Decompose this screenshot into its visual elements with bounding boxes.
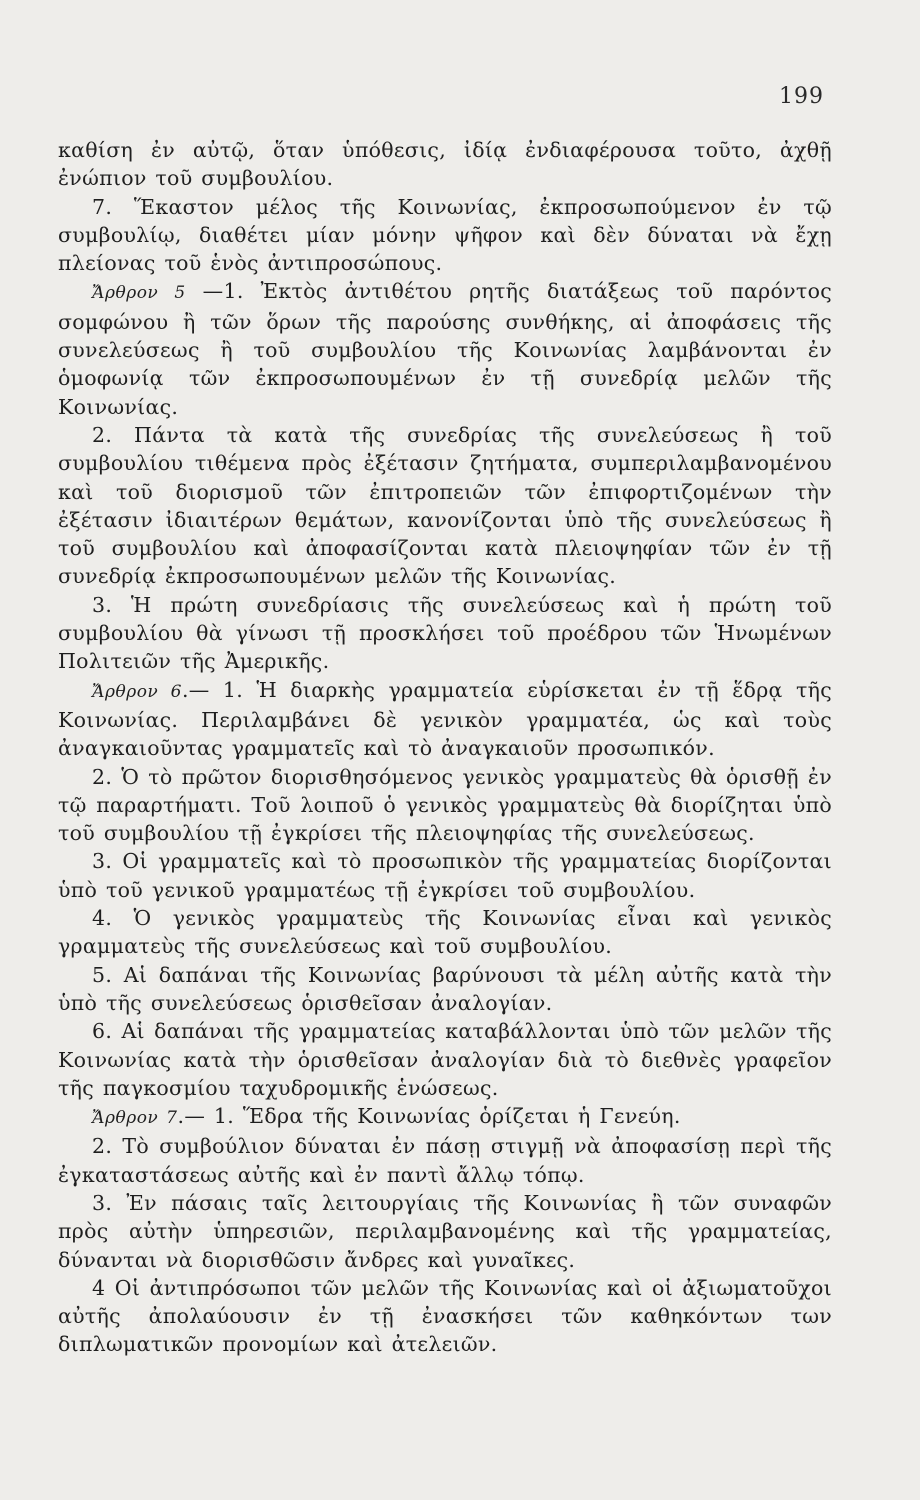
paragraph-text: .— 1. Ἡ διαρκὴς γραμματεία εὑρίσκεται ἐν τῇ ἕδρᾳ τῆς Κοινωνίας. Περιλαμβάνει δὲ γενικὸν γραμματέα, ὡς καὶ τοὺς ἀναγκαιοῦντας γραμματεῖς καὶ τὸ ἀναγκαιοῦν προσωπικόν. [58,677,832,761]
paragraph-article-7-4 [58,1274,832,1359]
paragraph-text: .— 1. Ἕδρα τῆς Κοινωνίας ὁρίζεται ἡ Γενεύη. [177,1104,681,1129]
article-label: Ἄρθρον 6 [92,681,182,702]
paragraph-article-5-3 [58,591,832,676]
paragraph-text: 5. Αἱ δαπάναι τῆς Κοινωνίας βαρύνουσι τὰ μέλη αὐτῆς κατὰ τὴν ὑπὸ τῆς συνελεύσεως ὁρισθεῖσαν ἀναλογίαν. [58,962,832,1015]
article-label: Ἄρθρον 5 [92,283,186,304]
paragraph-article-4-7 [58,193,832,278]
paragraph-text: 2. Τὸ συμβούλιον δύναται ἐν πάσῃ στιγμῇ νὰ ἀποφασίσῃ περὶ τῆς ἐγκαταστάσεως αὐτῆς καὶ ἐν παντὶ ἄλλῳ τόπῳ. [58,1134,832,1187]
page-number: 199 [779,84,824,109]
article-label: Ἄρθρον 7 [92,1108,178,1129]
paragraph-text: 6. Αἱ δαπάναι τῆς γραμματείας καταβάλλονται ὑπὸ τῶν μελῶν τῆς Κοινωνίας κατὰ τὴν ὁρισθεῖσαν ἀναλογίαν διὰ τὸ διεθνὲς γραφεῖον τῆς παγκοσμίου ταχυδρομικῆς ἑνώσεως. [58,1019,832,1100]
paragraph-article-6-6 [58,1017,832,1102]
body-text [58,136,832,1359]
paragraph-text: —1. Ἐκτὸς ἀντιθέτου ρητῆς διατάξεως τοῦ παρόντος σομφώνου ἢ τῶν ὅρων τῆς παρούσης συνθήκης, αἱ ἀποφάσεις τῆς συνελεύσεως ἢ τοῦ συμβουλίου τῆς Κοινωνίας λαμβάνονται ἐν ὁμοφωνίᾳ τῶν ἐκπροσωπουμένων ἐν τῇ συνεδρίᾳ μελῶν τῆς Κοινωνίας. [58,279,832,419]
paragraph-text: 2. Πάντα τὰ κατὰ τῆς συνεδρίας τῆς συνελεύσεως ἢ τοῦ συμβουλίου τιθέμενα πρὸς ἐξέτασιν ζητήματα, συμπεριλαμβανομένου καὶ τοῦ διορισμοῦ τῶν ἐπιτροπειῶν τῶν ἐπιφορτιζομένων τὴν ἐξέτασιν ἰδιαιτέρων θεμάτων, κανονίζονται ὑπὸ τῆς συνελεύσεως ἢ τοῦ συμβουλίου καὶ ἀποφασίζονται κατὰ πλειοψηφίαν τῶν ἐν τῇ συνεδρίᾳ ἐκπροσωπουμένων μελῶν τῆς Κοινωνίας. [58,422,832,589]
paragraph-text: 4. Ὁ γενικὸς γραμματεὺς τῆς Κοινωνίας εἶναι καὶ γενικὸς γραμματεὺς τῆς συνελεύσεως καὶ τοῦ συμβουλίου. [58,906,832,959]
paragraph-article-7-3 [58,1189,832,1274]
paragraph-text: καθίση ἐν αὐτῷ, ὅταν ὑπόθεσις, ἰδίᾳ ἐνδιαφέρουσα τοῦτο, ἀχθῇ ἐνώπιον τοῦ συμβουλίου. [58,138,832,191]
paragraph-text: 2. Ὁ τὸ πρῶτον διορισθησόμενος γενικὸς γραμματεὺς θὰ ὁρισθῇ ἐν τῷ παραρτήματι. Τοῦ λοιποῦ ὁ γενικὸς γραμματεὺς θὰ διορίζηται ὑπὸ τοῦ συμβουλίου τῇ ἐγκρίσει τῆς πλειοψηφίας τῆς συνελεύσεως. [58,764,832,846]
paragraph-text: 3. Οἱ γραμματεῖς καὶ τὸ προσωπικὸν τῆς γραμματείας διορίζονται ὑπὸ τοῦ γενικοῦ γραμματέως τῇ ἐγκρίσει τοῦ συμβουλίου. [58,849,832,902]
paragraph-article-5-2 [58,421,832,591]
paragraph-text: 7. Ἕκαστον μέλος τῆς Κοινωνίας, ἐκπροσωπούμενον ἐν τῷ συμβουλίῳ, διαθέτει μίαν μόνην ψῆφον καὶ δὲν δύναται νὰ ἔχῃ πλείονας τοῦ ἑνὸς ἀντιπροσώπους. [58,194,832,276]
paragraph-text: 3. Ἐν πάσαις ταῖς λειτουργίαις τῆς Κοινωνίας ἢ τῶν συναφῶν πρὸς αὐτὴν ὑπηρεσιῶν, περιλαμβανομένης καὶ τῆς γραμματείας, δύνανται νὰ διορισθῶσιν ἄνδρες καὶ γυναῖκες. [58,1190,832,1272]
paragraph-text: 4 Οἱ ἀντιπρόσωποι τῶν μελῶν τῆς Κοινωνίας καὶ οἱ ἀξιωματοῦχοι αὐτῆς ἀπολαύουσιν ἐν τῇ ἐνασκήσει τῶν καθηκόντων των διπλωματικῶν προνομίων καὶ ἀτελειῶν. [58,1275,832,1357]
paragraph-article-7-1 [58,1102,832,1132]
paragraph-article-6-4 [58,904,832,961]
paragraph-article-7-2 [58,1132,832,1189]
paragraph-continuation [58,136,832,193]
paragraph-article-6-3 [58,847,832,904]
paragraph-article-5-1 [58,277,832,420]
paragraph-article-6-5 [58,961,832,1018]
paragraph-article-6-1 [58,676,832,763]
paragraph-text: 3. Ἡ πρώτη συνεδρίασις τῆς συνελεύσεως καὶ ἡ πρώτη τοῦ συμβουλίου θὰ γίνωσι τῇ προσκλήσει τοῦ προέδρου τῶν Ἡνωμένων Πολιτειῶν τῆς Ἀμερικῆς. [58,592,832,674]
paragraph-article-6-2 [58,763,832,848]
